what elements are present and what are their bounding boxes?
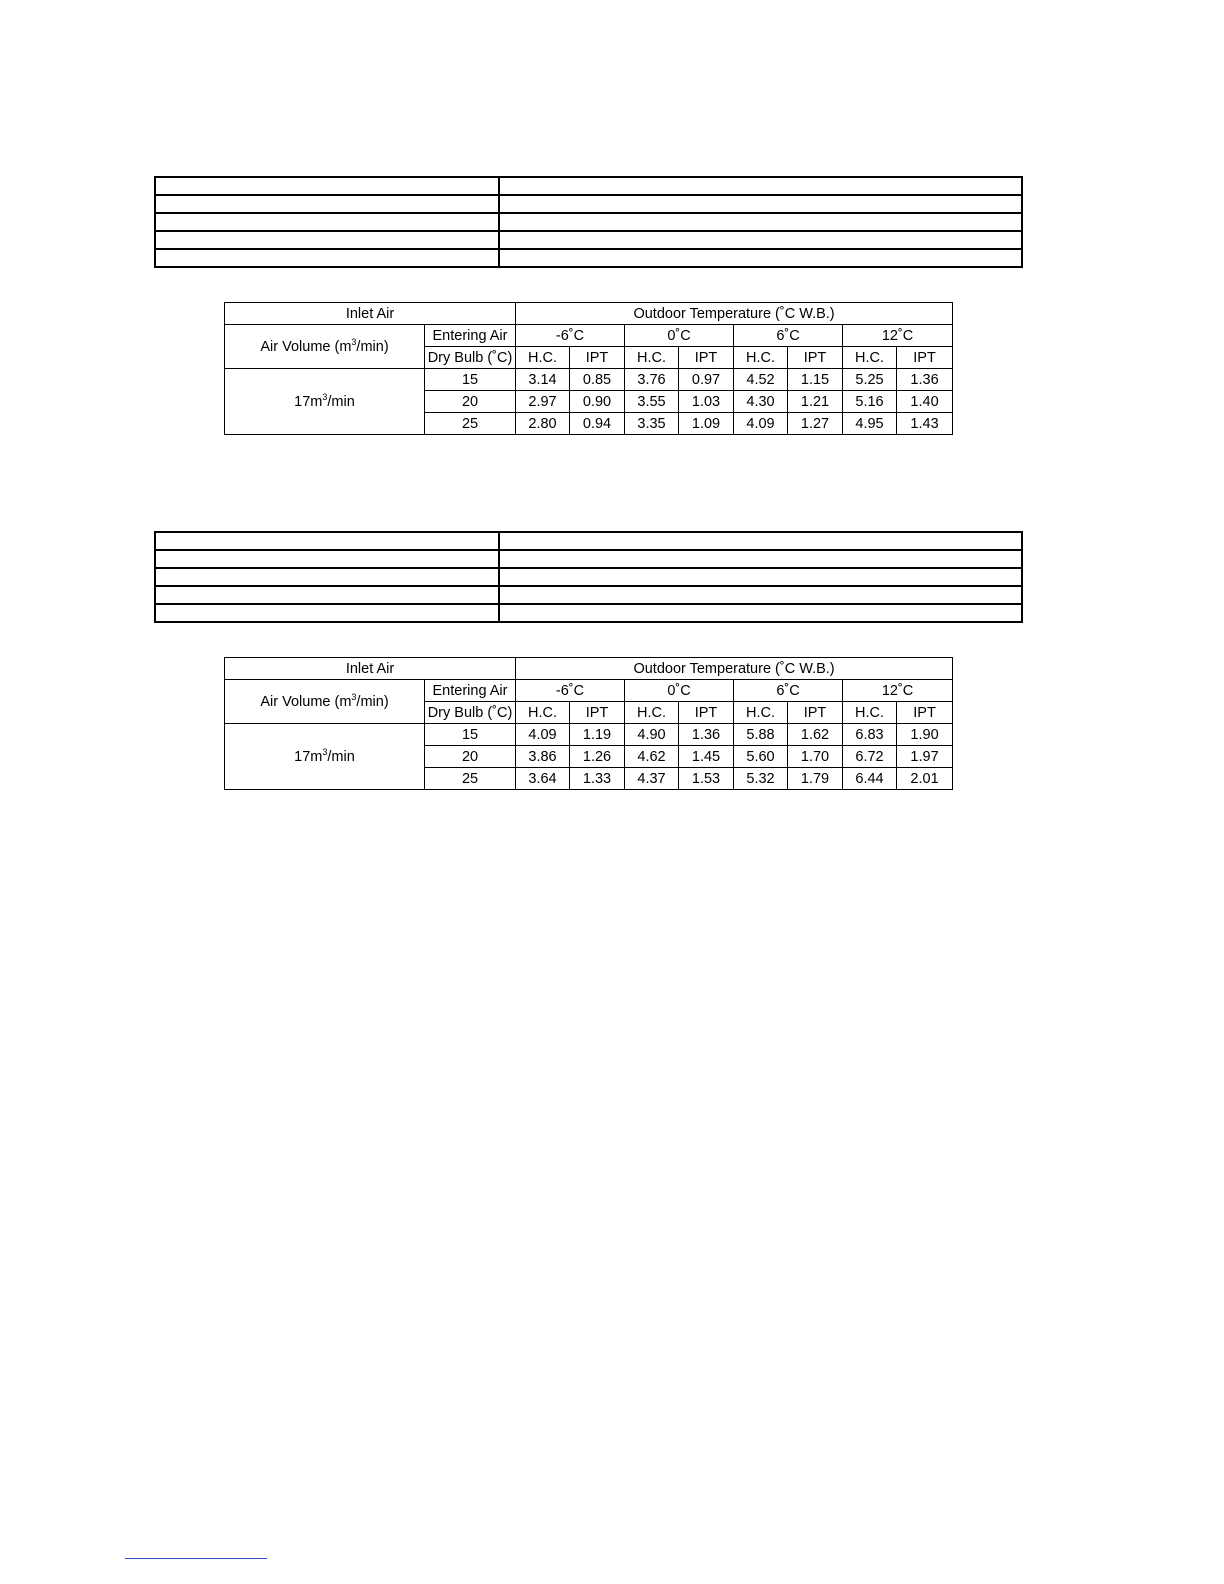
temp-header: 0˚C	[625, 325, 734, 347]
hc-header: H.C.	[734, 702, 788, 724]
ipt-header: IPT	[570, 347, 625, 369]
value-cell: 3.64	[516, 768, 570, 790]
value-cell: 0.90	[570, 391, 625, 413]
hc-header: H.C.	[625, 347, 679, 369]
ipt-header: IPT	[788, 702, 843, 724]
value-cell: 1.03	[679, 391, 734, 413]
volume-cell: $17m^3/\min$	[225, 724, 425, 790]
spec-row	[155, 249, 1022, 267]
value-cell: 1.33	[570, 768, 625, 790]
dry-bulb-cell: 15	[425, 369, 516, 391]
spec-cell	[155, 532, 499, 550]
value-cell: 1.53	[679, 768, 734, 790]
header-row-1	[225, 658, 953, 680]
temp-header: 6˚C	[734, 325, 843, 347]
header-row-1	[225, 303, 953, 325]
temp-header: 6˚C	[734, 680, 843, 702]
value-cell: 4.09	[734, 413, 788, 435]
spec-cell	[155, 586, 499, 604]
spec-cell	[499, 195, 1022, 213]
spec-row	[155, 532, 1022, 550]
value-cell: 1.27	[788, 413, 843, 435]
spec-cell	[499, 586, 1022, 604]
ipt-header: IPT	[679, 347, 734, 369]
value-cell: 1.19	[570, 724, 625, 746]
value-cell: 0.94	[570, 413, 625, 435]
value-cell: 1.36	[897, 369, 953, 391]
spec-cell	[499, 532, 1022, 550]
outdoor-temp-header: Outdoor Temperature (˚C W.B.)	[516, 658, 953, 680]
spec-cell	[155, 249, 499, 267]
value-cell: 5.16	[843, 391, 897, 413]
spec-cell	[499, 604, 1022, 622]
spec-row	[155, 586, 1022, 604]
value-cell: 6.72	[843, 746, 897, 768]
spec-cell	[499, 568, 1022, 586]
value-cell: 0.97	[679, 369, 734, 391]
footnote-divider	[125, 1558, 267, 1559]
spec-cell	[155, 550, 499, 568]
spec-cell	[155, 604, 499, 622]
hc-header: H.C.	[843, 702, 897, 724]
value-cell: 1.26	[570, 746, 625, 768]
value-cell: 5.88	[734, 724, 788, 746]
spec-row	[155, 550, 1022, 568]
air-volume-header: Air Volume $(m^3/\min)$	[225, 680, 425, 724]
ipt-header: IPT	[897, 702, 953, 724]
spec-table-2	[154, 531, 1023, 623]
spec-cell	[155, 568, 499, 586]
value-cell: 6.83	[843, 724, 897, 746]
value-cell: 4.95	[843, 413, 897, 435]
value-cell: 1.79	[788, 768, 843, 790]
hc-header: H.C.	[516, 702, 570, 724]
spec-row	[155, 604, 1022, 622]
value-cell: 1.09	[679, 413, 734, 435]
header-row-2	[225, 680, 953, 702]
temp-header: -6˚C	[516, 325, 625, 347]
value-cell: 5.32	[734, 768, 788, 790]
spec-row	[155, 177, 1022, 195]
air-volume-header: Air Volume $(m^3/\min)$	[225, 325, 425, 369]
value-cell: 5.60	[734, 746, 788, 768]
value-cell: 6.44	[843, 768, 897, 790]
spec-cell	[155, 231, 499, 249]
inlet-air-header: Inlet Air	[225, 303, 516, 325]
value-cell: 3.14	[516, 369, 570, 391]
dry-bulb-cell: 15	[425, 724, 516, 746]
table-row	[225, 724, 953, 746]
value-cell: 1.97	[897, 746, 953, 768]
performance-table-2	[224, 657, 953, 790]
spec-row	[155, 568, 1022, 586]
entering-air-header: Entering Air	[425, 325, 516, 347]
ipt-header: IPT	[897, 347, 953, 369]
spec-cell	[499, 249, 1022, 267]
header-row-2	[225, 325, 953, 347]
value-cell: 3.86	[516, 746, 570, 768]
spec-cell	[155, 177, 499, 195]
value-cell: 2.97	[516, 391, 570, 413]
value-cell: 1.62	[788, 724, 843, 746]
value-cell: 4.62	[625, 746, 679, 768]
value-cell: 1.45	[679, 746, 734, 768]
hc-header: H.C.	[516, 347, 570, 369]
value-cell: 2.80	[516, 413, 570, 435]
spec-cell	[499, 550, 1022, 568]
value-cell: 4.52	[734, 369, 788, 391]
dry-bulb-header: Dry Bulb (˚C)	[425, 702, 516, 724]
hc-header: H.C.	[734, 347, 788, 369]
spec-row	[155, 195, 1022, 213]
spec-cell	[155, 213, 499, 231]
spec-table-1	[154, 176, 1023, 268]
value-cell: 4.90	[625, 724, 679, 746]
hc-header: H.C.	[625, 702, 679, 724]
dry-bulb-cell: 20	[425, 391, 516, 413]
value-cell: 2.01	[897, 768, 953, 790]
inlet-air-header: Inlet Air	[225, 658, 516, 680]
spec-cell	[499, 213, 1022, 231]
value-cell: 1.70	[788, 746, 843, 768]
dry-bulb-cell: 25	[425, 413, 516, 435]
value-cell: 5.25	[843, 369, 897, 391]
value-cell: 1.15	[788, 369, 843, 391]
table-row	[225, 369, 953, 391]
temp-header: 12˚C	[843, 680, 953, 702]
volume-cell: $17m^3/\min$	[225, 369, 425, 435]
spec-cell	[499, 177, 1022, 195]
value-cell: 3.76	[625, 369, 679, 391]
value-cell: 1.90	[897, 724, 953, 746]
outdoor-temp-header: Outdoor Temperature (˚C W.B.)	[516, 303, 953, 325]
ipt-header: IPT	[679, 702, 734, 724]
ipt-header: IPT	[570, 702, 625, 724]
spec-cell	[155, 195, 499, 213]
value-cell: 4.09	[516, 724, 570, 746]
value-cell: 1.36	[679, 724, 734, 746]
spec-cell	[499, 231, 1022, 249]
value-cell: 1.40	[897, 391, 953, 413]
value-cell: 3.55	[625, 391, 679, 413]
dry-bulb-header: Dry Bulb (˚C)	[425, 347, 516, 369]
value-cell: 3.35	[625, 413, 679, 435]
performance-table-1	[224, 302, 953, 435]
dry-bulb-cell: 25	[425, 768, 516, 790]
dry-bulb-cell: 20	[425, 746, 516, 768]
temp-header: -6˚C	[516, 680, 625, 702]
ipt-header: IPT	[788, 347, 843, 369]
temp-header: 12˚C	[843, 325, 953, 347]
hc-header: H.C.	[843, 347, 897, 369]
value-cell: 1.43	[897, 413, 953, 435]
value-cell: 1.21	[788, 391, 843, 413]
temp-header: 0˚C	[625, 680, 734, 702]
value-cell: 4.30	[734, 391, 788, 413]
value-cell: 0.85	[570, 369, 625, 391]
entering-air-header: Entering Air	[425, 680, 516, 702]
value-cell: 4.37	[625, 768, 679, 790]
spec-row	[155, 213, 1022, 231]
spec-row	[155, 231, 1022, 249]
